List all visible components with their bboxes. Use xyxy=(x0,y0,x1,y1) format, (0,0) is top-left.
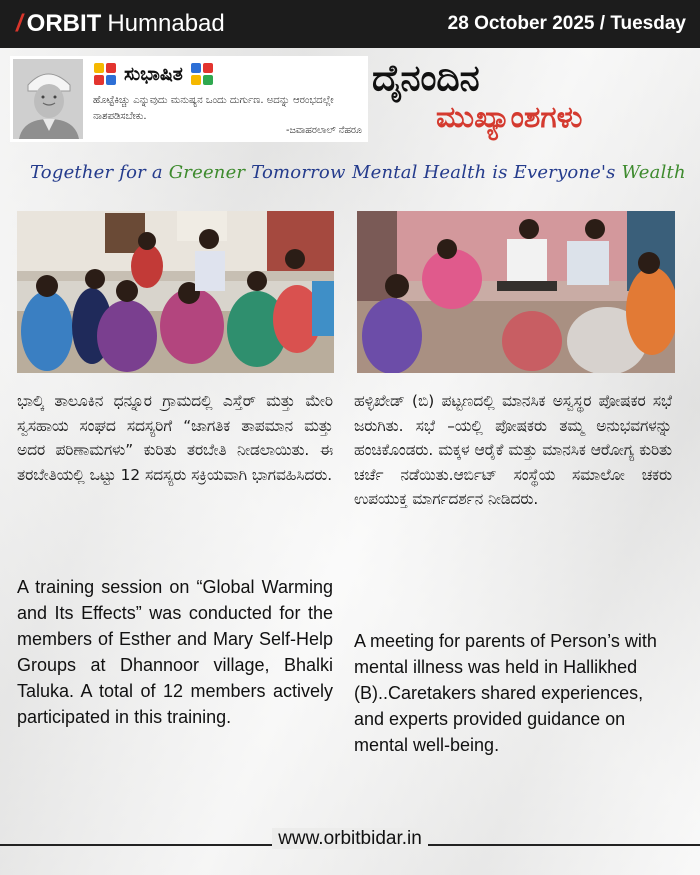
brand xyxy=(16,9,225,39)
group-photo-icon xyxy=(17,211,334,373)
masthead-line-2: ಮುಖ್ಯಾಂಶಗಳು xyxy=(436,100,583,135)
quote-title: ಸುಭಾಷಿತ xyxy=(124,63,183,85)
portrait-image xyxy=(13,59,83,139)
article-left-kannada: ಭಾಲ್ಕಿ ತಾಲೂಕಿನ ಧನ್ನೂರ ಗ್ರಾಮದಲ್ಲಿ ಎಸ್ತೆರ್ ಮತ್ತು ಮೇರಿ ಸ್ವಸಹಾಯ ಸಂಘದ ಸದಸ್ಯರಿಗೆ “ಜಾಗತಿಕ ತಾಪಮಾನ ಮತ್ತು ಅದರ ಪರಿಣಾಮಗಳು” ಕುರಿತು ತರಬೇತಿ ನೀಡಲಾಯಿತು. ಈ ತರಬೇತಿಯಲ್ಲಿ ಒಟ್ಟು 12 ಸದಸ್ಯರು ಸಕ್ರಿಯವಾಗಿ ಭಾಗವಹಿಸಿದರು. xyxy=(17,392,333,484)
tagline-left-b: Greener xyxy=(168,162,246,183)
issue-date: 28 October 2025 / Tuesday xyxy=(447,13,686,34)
brand-slash-icon: / xyxy=(16,10,23,37)
meeting-photo xyxy=(357,211,675,373)
meeting-photo-icon xyxy=(357,211,675,373)
footer-url-link[interactable]: www.orbitbidar.in xyxy=(272,828,428,849)
brand-name: ORBIT xyxy=(26,10,102,37)
article-left-english: A training session on “Global Warming and Its Effects” was conducted for the members of Esther and Mary Self-Help Groups at Dhannoor village, Bhalki Taluka. A total of 12 members actively participated in this training. xyxy=(17,577,333,727)
tagline-left-a: Together for a xyxy=(30,162,169,183)
quote-box xyxy=(10,56,368,142)
training-photo xyxy=(17,211,334,373)
tagline-right-b: Wealth xyxy=(621,162,686,183)
tagline-left-c: Tomorrow xyxy=(245,162,346,183)
tagline-left xyxy=(30,158,346,188)
article-right-english: A meeting for parents of Person’s with mental illness was held in Hallikhed (B)..Caretakers shared experiences, and experts provided guidance on mental well-being. xyxy=(354,631,657,755)
article-right-kannada: ಹಳ್ಳಿಖೇಡ್ (ಬಿ) ಪಟ್ಟಣದಲ್ಲಿ ಮಾನಸಿಕ ಅಸ್ವಸ್ಥರ ಪೋಷಕರ ಸಭೆ ಜರುಗಿತು. ಸಭೆ –ಯಲ್ಲಿ ಪೋಷಕರು ತಮ್ಮ ಅನುಭವಗಳನ್ನು ಹಂಚಿಕೊಂಡರು. ಮಕ್ಕಳ ಆರೈಕೆ ಮತ್ತು ಮಾನಸಿಕ ಆರೋಗ್ಯ ಕುರಿತು ಚರ್ಚೆ ನಡೆಯಿತು.ಆರ್ಬಿಟ್ ಸಂಸ್ಥೆಯ ಸಮಾಲೋ ಚಕರು ಉಪಯುಕ್ತ ಮಾರ್ಗದರ್ಶನ ನೀಡಿದರು. xyxy=(354,392,672,509)
squares-icon xyxy=(191,63,213,85)
top-bar xyxy=(0,0,700,48)
tagline-right xyxy=(352,158,686,188)
quote-title-row xyxy=(94,61,213,87)
tagline-right-a: Mental Health is Everyone's xyxy=(352,162,622,183)
quote-author: -ಜವಾಹರಲಾಲ್ ನೆಹರೂ xyxy=(286,125,362,136)
quote-text: ಹೊಟ್ಟೆಕಿಚ್ಚು ಎನ್ನುವುದು ಮನುಷ್ಯನ ಒಂದು ದುರ್ಗುಣ. ಅದನ್ನು ಆರಂಭದಲ್ಲೇ ನಾಶಪಡಿಸಬೇಕು. xyxy=(93,95,334,122)
portrait-icon xyxy=(13,59,83,139)
brand-city: Humnabad xyxy=(107,10,225,37)
squares-icon xyxy=(94,63,116,85)
masthead-line-1: ದೈನಂದಿನ xyxy=(372,57,480,99)
footer-website xyxy=(0,826,700,852)
